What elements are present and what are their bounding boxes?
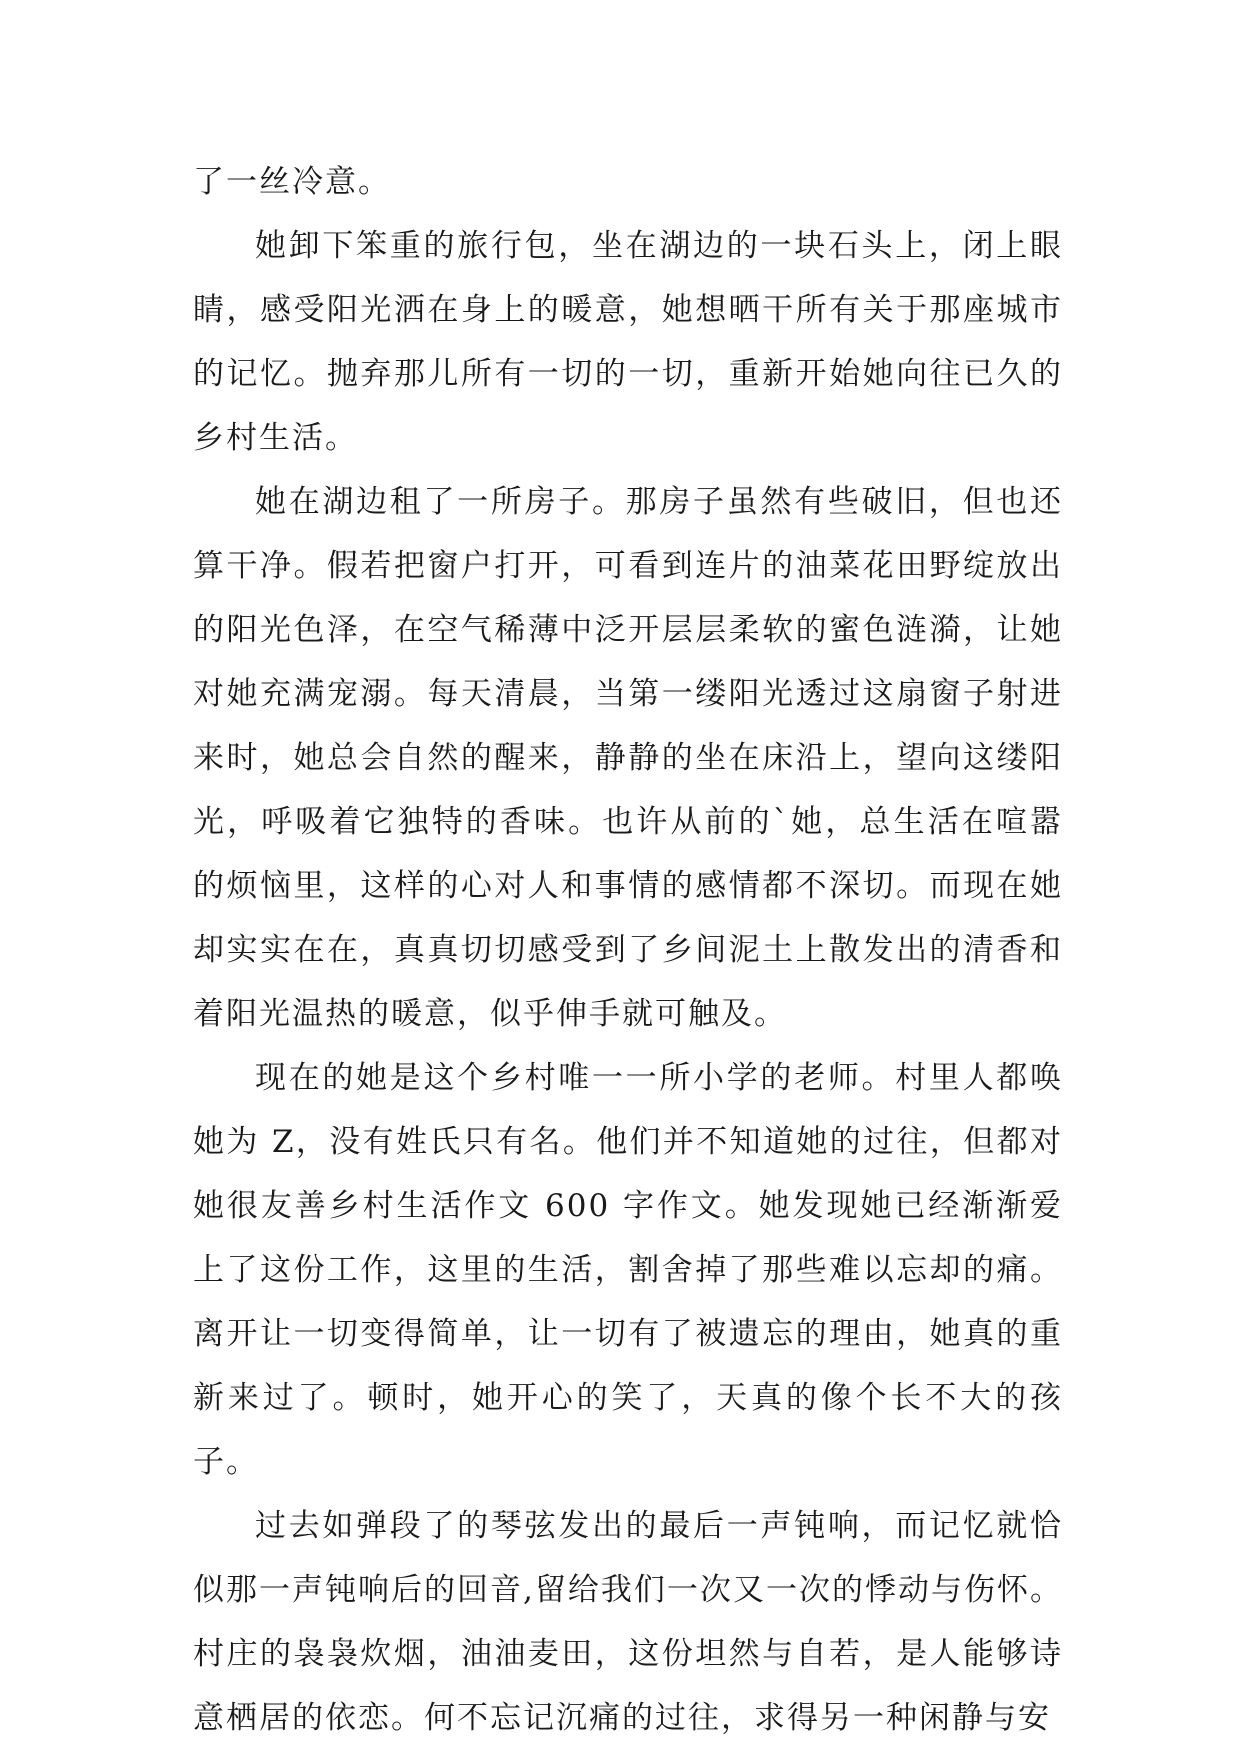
document-body	[193, 150, 1063, 1750]
paragraph: 过去如弹段了的琴弦发出的最后一声钝响，而记忆就恰似那一声钝响后的回音,留给我们一次又一次的悸动与伤怀。村庄的袅袅炊烟，油油麦田，这份坦然与自若，是人能够诗意栖居的依恋。何不忘记沉痛的过往，求得另一种闲静与安	[193, 1508, 1063, 1736]
paragraph: 她在湖边租了一所房子。那房子虽然有些破旧，但也还算干净。假若把窗户打开，可看到连片的油菜花田野绽放出的阳光色泽，在空气稀薄中泛开层层柔软的蜜色涟漪，让她对她充满宠溺。每天清晨，当第一缕阳光透过这扇窗子射进来时，她总会自然的醒来，静静的坐在床沿上，望向这缕阳光，呼吸着它独特的香味。也许从前的`她，总生活在喧嚣的烦恼里，这样的心对人和事情的感情都不深切。而现在她却实实在在，真真切切感受到了乡间泥土上散发出的清香和着阳光温热的暖意，似乎伸手就可触及。	[193, 484, 1063, 1032]
paragraph: 她卸下笨重的旅行包，坐在湖边的一块石头上，闭上眼睛，感受阳光洒在身上的暖意，她想晒干所有关于那座城市的记忆。抛弃那儿所有一切的一切，重新开始她向往已久的乡村生活。	[193, 228, 1063, 456]
paragraph: 现在的她是这个乡村唯一一所小学的老师。村里人都唤她为 Z，没有姓氏只有名。他们并不知道她的过往，但都对她很友善乡村生活作文 600 字作文。她发现她已经渐渐爱上了这份工作，这里的生活，割舍掉了那些难以忘却的痛。离开让一切变得简单，让一切有了被遗忘的理由，她真的重新来过了。顿时，她开心的笑了，天真的像个长不大的孩子。	[193, 1060, 1063, 1480]
paragraph-continued: 了一丝冷意。	[193, 164, 391, 200]
